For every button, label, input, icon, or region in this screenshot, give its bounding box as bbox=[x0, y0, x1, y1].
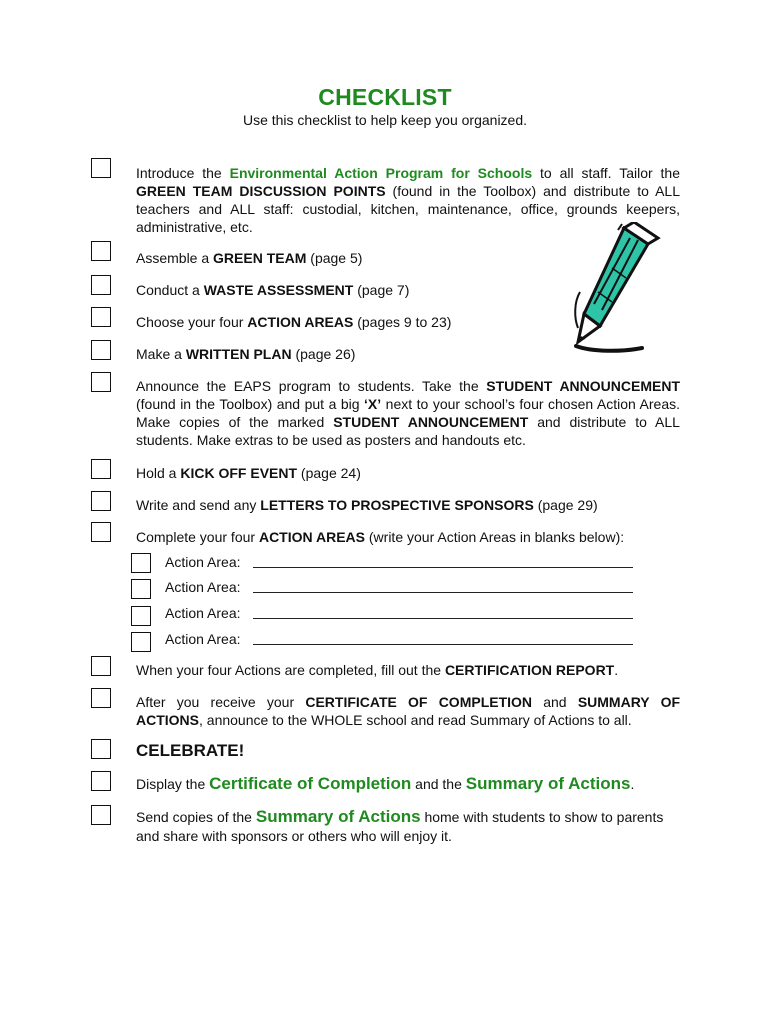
item-sponsor-letters: Write and send any LETTERS TO PROSPECTIVE SPONSORS (page 29) bbox=[136, 497, 598, 513]
checkbox-icon[interactable] bbox=[91, 275, 111, 295]
checkbox-icon[interactable] bbox=[91, 459, 111, 479]
item-after-certificate: After you receive your CERTIFICATE OF COMPLETION and SUMMARY OF ACTIONS, announce to the WHOLE school and read Summary of Actions to all. bbox=[136, 694, 681, 728]
item-complete-action-areas: Complete your four ACTION AREAS (write your Action Areas in blanks below): bbox=[136, 529, 625, 545]
action-area-blank[interactable] bbox=[253, 592, 633, 593]
item-display: Display the Certificate of Completion and the Summary of Actions. bbox=[136, 774, 635, 793]
checkbox-icon[interactable] bbox=[131, 553, 151, 573]
item-waste-assessment: Conduct a WASTE ASSESSMENT (page 7) bbox=[136, 282, 410, 298]
checkbox-icon[interactable] bbox=[91, 656, 111, 676]
checkbox-icon[interactable] bbox=[91, 241, 111, 261]
action-area-blank[interactable] bbox=[253, 567, 633, 568]
page-subtitle: Use this checklist to help keep you organized. bbox=[242, 112, 528, 128]
checkbox-icon[interactable] bbox=[91, 372, 111, 392]
checkbox-icon[interactable] bbox=[91, 688, 111, 708]
checkbox-icon[interactable] bbox=[91, 522, 111, 542]
page-title: CHECKLIST bbox=[318, 84, 452, 110]
action-area-blank[interactable] bbox=[253, 618, 633, 619]
action-area-label: Action Area: bbox=[165, 579, 241, 595]
checkbox-icon[interactable] bbox=[131, 579, 151, 599]
action-area-blank[interactable] bbox=[253, 644, 633, 645]
item-announce: Announce the EAPS program to students. Take the STUDENT ANNOUNCEMENT (found in the Toolbox) and put a big ‘X’ next to your school’s four chosen Action Areas. Make copies of the marked STUDENT ANNOUNCEMENT and distribute to ALL students. Make extras to be used as posters and handouts etc. bbox=[136, 378, 680, 448]
action-area-label: Action Area: bbox=[165, 631, 241, 647]
item-written-plan: Make a WRITTEN PLAN (page 26) bbox=[136, 346, 356, 362]
item-kick-off-event: Hold a KICK OFF EVENT (page 24) bbox=[136, 465, 361, 481]
action-area-label: Action Area: bbox=[165, 554, 241, 570]
item-introduce: Introduce the Environmental Action Program for Schools to all staff. Tailor the GREEN TEAM DISCUSSION POINTS (found in the Toolbox) and distribute to ALL teachers and ALL staff: custodial, kitchen, maintenance, office, grounds keepers, administrative, etc. bbox=[136, 165, 680, 235]
checkbox-icon[interactable] bbox=[131, 632, 151, 652]
item-choose-action-areas: Choose your four ACTION AREAS (pages 9 to 23) bbox=[136, 314, 452, 330]
checkbox-icon[interactable] bbox=[91, 491, 111, 511]
checkbox-icon[interactable] bbox=[131, 606, 151, 626]
pencil-icon bbox=[572, 222, 662, 354]
item-celebrate: CELEBRATE! bbox=[136, 741, 245, 760]
checkbox-icon[interactable] bbox=[91, 805, 111, 825]
action-area-label: Action Area: bbox=[165, 605, 241, 621]
checkbox-icon[interactable] bbox=[91, 307, 111, 327]
item-green-team: Assemble a GREEN TEAM (page 5) bbox=[136, 250, 363, 266]
checkbox-icon[interactable] bbox=[91, 340, 111, 360]
item-certification-report: When your four Actions are completed, fill out the CERTIFICATION REPORT. bbox=[136, 662, 619, 678]
checkbox-icon[interactable] bbox=[91, 739, 111, 759]
checkbox-icon[interactable] bbox=[91, 771, 111, 791]
checkbox-icon[interactable] bbox=[91, 158, 111, 178]
item-send-copies: Send copies of the Summary of Actions home with students to show to parents and share with sponsors or others who will enjoy it. bbox=[136, 807, 664, 844]
